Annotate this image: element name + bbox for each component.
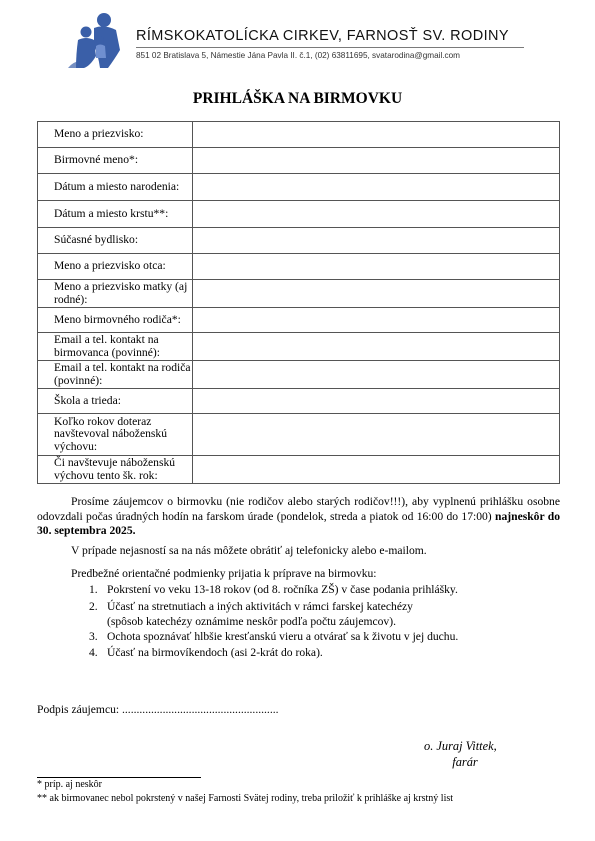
form-row-religious-current bbox=[38, 456, 560, 484]
signature-line[interactable]: Podpis záujemcu: ...................................................... bbox=[37, 703, 279, 716]
condition-text: Účasť na stretnutiach a iných aktivitách v rámci farskej katechézy bbox=[107, 600, 413, 613]
pastor-name: o. Juraj Vittek, bbox=[424, 739, 497, 753]
form-label: Dátum a miesto krstu**: bbox=[38, 201, 193, 228]
deadline-text: najneskôr do 30. septembra 2025. bbox=[37, 509, 560, 538]
form-label: Meno a priezvisko matky (aj rodné): bbox=[38, 280, 193, 308]
parent-contact-field[interactable] bbox=[193, 361, 560, 389]
form-label: Email a tel. kontakt na birmovanca (povinné): bbox=[38, 333, 193, 361]
form-row-baptism bbox=[38, 201, 560, 228]
intro-paragraph bbox=[37, 495, 560, 539]
condition-number: 4. bbox=[89, 646, 98, 659]
form-label: Súčasné bydlisko: bbox=[38, 228, 193, 254]
condition-item bbox=[89, 583, 559, 598]
condition-number: 3. bbox=[89, 630, 98, 643]
form-label: Birmovné meno*: bbox=[38, 148, 193, 174]
form-row-residence bbox=[38, 228, 560, 254]
religious-education-current-field[interactable] bbox=[193, 456, 560, 484]
header-divider bbox=[136, 47, 524, 48]
form-label: Meno a priezvisko otca: bbox=[38, 254, 193, 280]
intro-text: Prosíme záujemcov o birmovku (nie rodičov alebo starých rodičov!!!), aby vyplnenú prihlášku osobne odovzdali počas úradných hodín na farskom úrade (pondelok, streda a piatok od 16:00 do 17:00) bbox=[37, 495, 560, 523]
form-label: Email a tel. kontakt na rodiča (povinné): bbox=[38, 361, 193, 389]
footnote-baptism: ** ak birmovanec nebol pokrstený v našej Farnosti Svätej rodiny, treba priložiť k prihláške aj krstný list bbox=[37, 793, 454, 804]
form-row-father bbox=[38, 254, 560, 280]
form-row-school bbox=[38, 389, 560, 414]
birth-date-place-field[interactable] bbox=[193, 174, 560, 201]
footnote-divider bbox=[37, 777, 201, 778]
form-label: Dátum a miesto narodenia: bbox=[38, 174, 193, 201]
parish-name: RÍMSKOKATOLÍCKA CIRKEV, FARNOSŤ SV. RODINY bbox=[136, 28, 509, 44]
condition-item bbox=[89, 600, 559, 630]
condition-text-continued: (spôsob katechézy oznámime neskôr podľa počtu záujemcov). bbox=[107, 615, 396, 628]
form-row-confirmation-name bbox=[38, 148, 560, 174]
parish-logo bbox=[64, 10, 132, 70]
father-name-field[interactable] bbox=[193, 254, 560, 280]
form-row-birth bbox=[38, 174, 560, 201]
form-label: Meno a priezvisko: bbox=[38, 122, 193, 148]
condition-text: Ochota spoznávať hlbšie kresťanskú vieru a otvárať sa k životu v jej duchu. bbox=[107, 630, 459, 643]
registration-form-table bbox=[37, 121, 560, 484]
residence-field[interactable] bbox=[193, 228, 560, 254]
form-label: Koľko rokov doteraz navštevoval náboženskú výchovu: bbox=[38, 414, 193, 456]
condition-number: 1. bbox=[89, 583, 98, 596]
condition-item bbox=[89, 646, 559, 661]
sponsor-name-field[interactable] bbox=[193, 308, 560, 333]
condition-text: Pokrstení vo veku 13-18 rokov (od 8. ročníka ZŠ) v čase podania prihlášky. bbox=[107, 583, 458, 596]
form-label: Či navštevuje náboženskú výchovu tento šk. rok: bbox=[38, 456, 193, 484]
form-label: Meno birmovného rodiča*: bbox=[38, 308, 193, 333]
parish-address: 851 02 Bratislava 5, Námestie Jána Pavla II. č.1, (02) 63811695, svatarodina@gmail.com bbox=[136, 51, 461, 60]
form-row-mother bbox=[38, 280, 560, 308]
form-title: PRIHLÁŠKA NA BIRMOVKU bbox=[192, 90, 403, 107]
pastor-title: farár bbox=[452, 755, 478, 769]
confirmation-name-field[interactable] bbox=[193, 148, 560, 174]
conditions-intro: Predbežné orientačné podmienky prijatia k príprave na birmovku: bbox=[71, 567, 377, 580]
footnote-confirmation-name: * príp. aj neskôr bbox=[37, 779, 102, 790]
mother-name-field[interactable] bbox=[193, 280, 560, 308]
name-field[interactable] bbox=[193, 122, 560, 148]
form-row-name bbox=[38, 122, 560, 148]
contact-note: V prípade nejasností sa na nás môžete obrátiť aj telefonicky alebo e-mailom. bbox=[71, 544, 427, 557]
candidate-contact-field[interactable] bbox=[193, 333, 560, 361]
form-row-sponsor bbox=[38, 308, 560, 333]
condition-number: 2. bbox=[89, 600, 98, 613]
form-row-religious-years bbox=[38, 414, 560, 456]
form-row-parent-contact bbox=[38, 361, 560, 389]
condition-item bbox=[89, 630, 559, 645]
school-class-field[interactable] bbox=[193, 389, 560, 414]
religious-education-years-field[interactable] bbox=[193, 414, 560, 456]
condition-text: Účasť na birmovíkendoch (asi 2-krát do roka). bbox=[107, 646, 323, 659]
form-row-candidate-contact bbox=[38, 333, 560, 361]
form-label: Škola a trieda: bbox=[38, 389, 193, 414]
baptism-date-place-field[interactable] bbox=[193, 201, 560, 228]
